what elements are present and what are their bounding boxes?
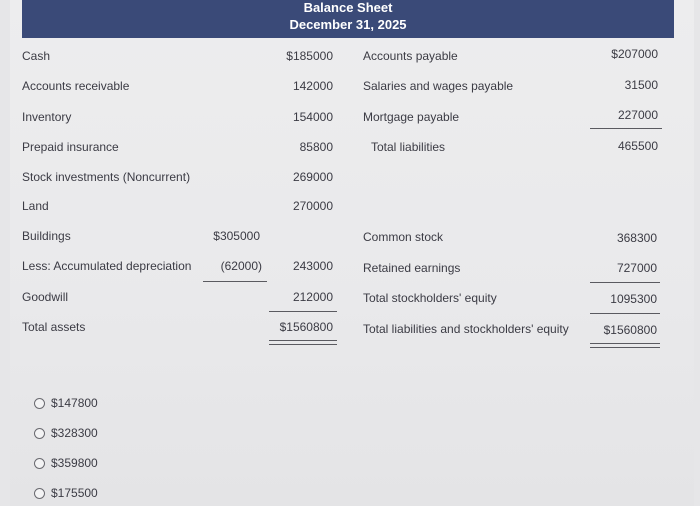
buildings-subtotal-rule	[203, 281, 267, 282]
total-equity-value: 1095300	[610, 292, 657, 306]
option-label: $147800	[51, 396, 98, 410]
land-value: 270000	[292, 199, 333, 213]
depreciation-value: (62000)	[220, 259, 262, 273]
grand-total-label: Total liabilities and stockholders' equity	[363, 322, 569, 336]
common-stock-value: 368300	[616, 231, 657, 245]
liabilities-subtotal-rule	[590, 128, 662, 129]
sheet-date: December 31, 2025	[289, 17, 407, 32]
salaries-value: 31500	[624, 78, 658, 92]
total-assets-value: $1560800	[279, 320, 333, 334]
answer-option-2[interactable]	[34, 425, 98, 441]
total-assets-label: Total assets	[22, 320, 86, 334]
sheet-title: Balance Sheet	[303, 0, 393, 15]
cash-label: Cash	[22, 49, 51, 63]
option-label: $328300	[51, 426, 98, 440]
retained-earnings-label: Retained earnings	[363, 261, 461, 275]
total-assets-double-rule	[269, 340, 337, 345]
option-label: $175500	[51, 486, 98, 500]
equity-subtotal-rule	[590, 282, 660, 283]
receivable-label: Accounts receivable	[22, 79, 130, 93]
inventory-label: Inventory	[22, 110, 72, 124]
retained-earnings-value: 727000	[616, 261, 657, 275]
accounts-payable-label: Accounts payable	[363, 49, 458, 63]
total-liabilities-label: Total liabilities	[371, 140, 446, 154]
salaries-label: Salaries and wages payable	[363, 79, 514, 93]
balance-sheet	[10, 0, 694, 506]
prepaid-label: Prepaid insurance	[22, 140, 119, 154]
mortgage-value: 227000	[617, 108, 658, 122]
radio-icon[interactable]	[34, 428, 45, 439]
option-label: $359800	[51, 456, 98, 470]
radio-icon[interactable]	[34, 458, 45, 469]
common-stock-label: Common stock	[363, 230, 444, 244]
buildings-label: Buildings	[22, 229, 71, 243]
assets-subtotal-rule	[269, 311, 337, 312]
total-equity-label: Total stockholders' equity	[363, 291, 497, 305]
radio-icon[interactable]	[34, 398, 45, 409]
goodwill-label: Goodwill	[22, 290, 69, 304]
land-label: Land	[22, 199, 49, 213]
cash-value: $185000	[286, 49, 333, 63]
total-liabilities-value: 465500	[617, 139, 658, 153]
radio-icon[interactable]	[34, 488, 45, 499]
prepaid-value: 85800	[299, 140, 333, 154]
buildings-value: $305000	[213, 229, 260, 243]
answer-option-1[interactable]	[34, 395, 98, 411]
grand-total-value: $1560800	[603, 323, 657, 337]
goodwill-value: 212000	[292, 290, 333, 304]
stock-label: Stock investments (Noncurrent)	[22, 170, 191, 184]
answer-option-3[interactable]	[34, 455, 98, 471]
answer-option-4[interactable]	[34, 485, 98, 501]
sheet-header	[22, 0, 674, 38]
depreciation-label: Less: Accumulated depreciation	[22, 259, 192, 273]
grand-total-double-rule	[590, 343, 660, 348]
buildings-net-value: 243000	[292, 259, 333, 273]
equity-total-rule	[590, 313, 660, 314]
stock-value: 269000	[292, 170, 333, 184]
inventory-value: 154000	[292, 110, 333, 124]
receivable-value: 142000	[292, 79, 333, 93]
accounts-payable-value: $207000	[611, 47, 658, 61]
mortgage-label: Mortgage payable	[363, 110, 460, 124]
